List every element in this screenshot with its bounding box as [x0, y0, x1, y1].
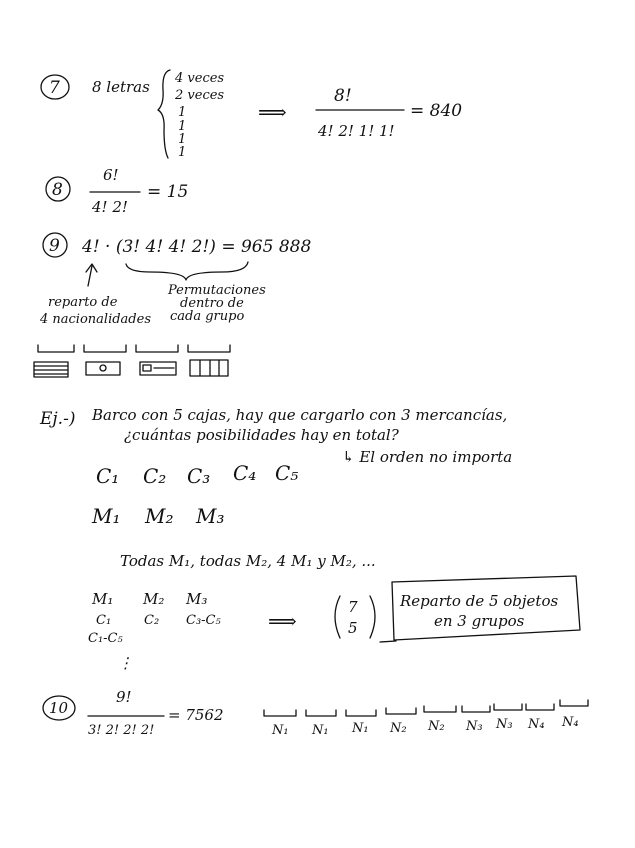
problem-7-denominator: 4! 2! 1! 1! [318, 122, 395, 140]
example-table-head-2: M₂ [143, 590, 165, 608]
problem-9-note-right-3: cada grupo [170, 309, 245, 324]
problem-7-numerator: 8! [334, 86, 352, 106]
problem-10-denominator: 3! 2! 2! 2! [88, 723, 155, 738]
example-table-head-1: M₁ [92, 590, 114, 608]
problem-9-arrow-up [86, 264, 97, 286]
example-box-2: C₂ [143, 464, 167, 488]
example-arrow: ⟹ [268, 609, 297, 633]
example-box-5: C₅ [275, 461, 299, 485]
problem-9-number: 9 [49, 236, 60, 256]
problem-10-slot-6: N₃ [466, 719, 483, 734]
problem-10-slot-2: N₁ [312, 723, 329, 738]
example-statement-1: Barco con 5 cajas, hay que cargarlo con 3 mercancías, [92, 406, 508, 424]
example-result-box-tail [380, 641, 396, 642]
example-table-row-1: C₁ [96, 613, 112, 628]
problem-8-numerator: 6! [103, 166, 119, 184]
example-table-head-3: M₃ [186, 590, 208, 608]
example-label: Ej.-) [40, 409, 76, 429]
problem-9-group-sketches [34, 345, 230, 377]
example-statement-2: ¿cuántas posibilidades hay en total? [124, 426, 399, 444]
problem-7-letters-label: 8 letras [92, 78, 150, 96]
example-table-dots: ⋮ [118, 654, 133, 672]
problem-9-expression: 4! · (3! 4! 4! 2!) = 965 888 [82, 237, 312, 257]
example-order-note: ↳ El orden no importa [342, 448, 513, 466]
problem-7-brace [158, 70, 170, 158]
example-box-text-1: Reparto de 5 objetos [400, 592, 559, 610]
example-binom-left-paren [335, 596, 340, 638]
example-binom-right-paren [370, 596, 375, 638]
example-box-3: C₃ [187, 464, 211, 488]
example-table-row-2: C₂ [144, 613, 160, 628]
problem-7-count-2: 2 veces [175, 88, 225, 103]
example-table-row-3: C₃-C₅ [186, 613, 221, 628]
problem-10-slot-3: N₁ [352, 721, 369, 736]
problem-10-slot-4: N₂ [390, 721, 407, 736]
problem-7-count-6: 1 [178, 145, 187, 160]
example-good-1: M₁ [92, 504, 121, 528]
problem-7-count-4: 1 [178, 119, 187, 134]
problem-7-count-3: 1 [178, 105, 187, 120]
problem-7-result: = 840 [410, 101, 463, 121]
example-box-1: C₁ [96, 464, 120, 488]
problem-10-slots [264, 700, 588, 716]
problem-10-slot-5: N₂ [428, 719, 445, 734]
problem-9-note-right-2: dentro de [180, 296, 244, 311]
example-box-4: C₄ [233, 461, 257, 485]
example-table-row2: C₁-C₅ [88, 631, 123, 646]
problem-8-number: 8 [52, 180, 63, 200]
problem-10-numerator: 9! [116, 688, 132, 706]
problem-9-note-right-1: Permutaciones [168, 283, 266, 298]
problem-10-slot-7: N₃ [496, 717, 513, 732]
example-binom-top: 7 [348, 598, 358, 616]
problem-10-slot-9: N₄ [562, 715, 579, 730]
problem-10-slot-8: N₄ [528, 717, 545, 732]
problem-7-number: 7 [49, 78, 60, 98]
problem-10-number: 10 [49, 699, 69, 717]
problem-8-result: = 15 [147, 182, 189, 202]
problem-7-count-1: 4 veces [175, 71, 225, 86]
problem-10-slot-1: N₁ [272, 723, 289, 738]
example-good-2: M₂ [145, 504, 174, 528]
problem-10-result: = 7562 [168, 706, 224, 724]
example-cases: Todas M₁, todas M₂, 4 M₁ y M₂, ... [120, 552, 376, 570]
problem-9-note-left-1: reparto de [48, 295, 118, 310]
problem-9-note-left-2: 4 nacionalidades [40, 312, 151, 327]
problem-8-denominator: 4! 2! [92, 198, 128, 216]
example-box-text-2: en 3 grupos [434, 612, 525, 630]
example-binom-bottom: 5 [348, 619, 358, 637]
problem-9-underbrace [126, 262, 248, 280]
problem-7-count-5: 1 [178, 132, 187, 147]
example-good-3: M₃ [196, 504, 225, 528]
problem-7-arrow: ⟹ [258, 100, 287, 124]
